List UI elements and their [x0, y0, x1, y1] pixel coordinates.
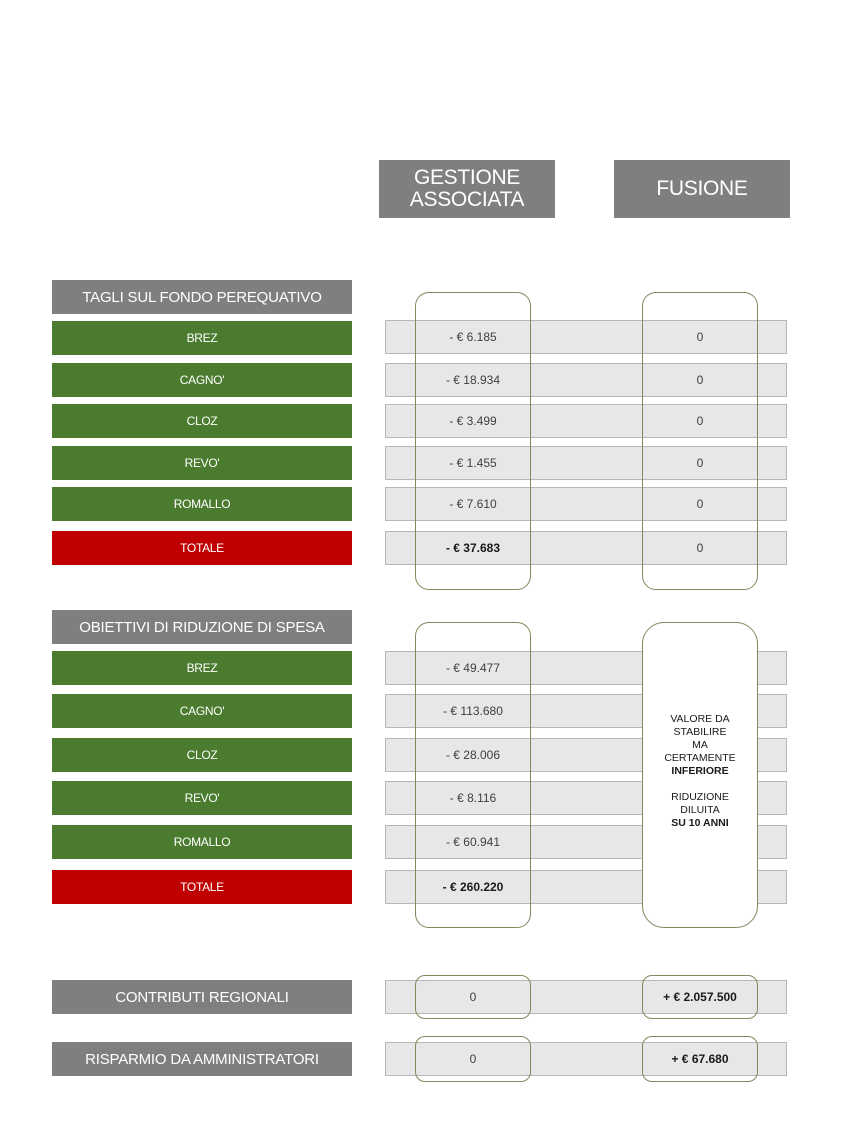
value-gestione-revo: - € 1.455 — [449, 456, 497, 470]
value-gestione-totale: - € 37.683 — [445, 541, 501, 555]
row-label-revo: REVO' — [52, 781, 352, 815]
row-label-contributi: CONTRIBUTI REGIONALI — [52, 980, 352, 1014]
note-spacer — [643, 778, 757, 791]
value-fusione-cagno: 0 — [696, 373, 704, 387]
value-fusione-risparmio: + € 67.680 — [671, 1052, 729, 1066]
row-label-brez: BREZ — [52, 651, 352, 685]
row-label-cagno: CAGNO' — [52, 694, 352, 728]
value-gestione-romallo: - € 7.610 — [449, 497, 497, 511]
cell-outline-gestione — [415, 1036, 531, 1082]
value-gestione-cloz: - € 28.006 — [445, 748, 501, 762]
value-gestione-brez: - € 6.185 — [449, 330, 497, 344]
column-outline-fusione — [642, 292, 758, 590]
cell-outline-gestione — [415, 975, 531, 1019]
value-fusione-revo: 0 — [696, 456, 704, 470]
fusione-note — [643, 713, 757, 830]
value-gestione-revo: - € 8.116 — [449, 791, 497, 805]
value-fusione-brez: 0 — [696, 330, 704, 344]
column-outline-gestione — [415, 292, 531, 590]
note-line: DILUITA — [680, 804, 720, 816]
value-gestione-cagno: - € 113.680 — [443, 704, 503, 718]
cell-outline-fusione — [642, 1036, 758, 1082]
row-label-brez: BREZ — [52, 321, 352, 355]
value-gestione-cagno: - € 18.934 — [445, 373, 501, 387]
row-label-romallo: ROMALLO — [52, 487, 352, 521]
note-line: VALORE DA — [670, 713, 730, 725]
value-gestione-cloz: - € 3.499 — [449, 414, 497, 428]
note-line-bold: SU 10 ANNI — [671, 817, 729, 829]
value-fusione-contributi: + € 2.057.500 — [663, 990, 737, 1004]
value-gestione-totale: - € 260.220 — [442, 880, 504, 894]
note-line: STABILIRE — [673, 726, 727, 738]
value-gestione-risparmio: 0 — [469, 1052, 477, 1066]
row-label-revo: REVO' — [52, 446, 352, 480]
note-line: MA — [692, 739, 708, 751]
header-gestione-line1: GESTIONE — [413, 166, 521, 189]
section-title-obiettivi: OBIETTIVI DI RIDUZIONE DI SPESA — [52, 610, 352, 644]
row-label-risparmio: RISPARMIO DA AMMINISTRATORI — [52, 1042, 352, 1076]
value-gestione-contributi: 0 — [469, 990, 477, 1004]
row-label-totale: TOTALE — [52, 870, 352, 904]
row-label-romallo: ROMALLO — [52, 825, 352, 859]
value-fusione-totale: 0 — [696, 541, 704, 555]
header-gestione-line2: ASSOCIATA — [409, 188, 525, 211]
value-gestione-brez: - € 49.477 — [445, 661, 501, 675]
value-fusione-cloz: 0 — [696, 414, 704, 428]
note-line-bold: INFERIORE — [671, 765, 729, 777]
cell-outline-fusione — [642, 975, 758, 1019]
value-fusione-romallo: 0 — [696, 497, 704, 511]
note-line: CERTAMENTE — [664, 752, 736, 764]
header-gestione-associata — [379, 160, 555, 218]
row-label-cloz: CLOZ — [52, 404, 352, 438]
column-outline-gestione — [415, 622, 531, 928]
header-fusione: FUSIONE — [614, 160, 790, 218]
row-label-cloz: CLOZ — [52, 738, 352, 772]
note-line: RIDUZIONE — [671, 791, 729, 803]
row-label-cagno: CAGNO' — [52, 363, 352, 397]
value-gestione-romallo: - € 60.941 — [445, 835, 501, 849]
row-label-totale: TOTALE — [52, 531, 352, 565]
section-title-tagli: TAGLI SUL FONDO PEREQUATIVO — [52, 280, 352, 314]
